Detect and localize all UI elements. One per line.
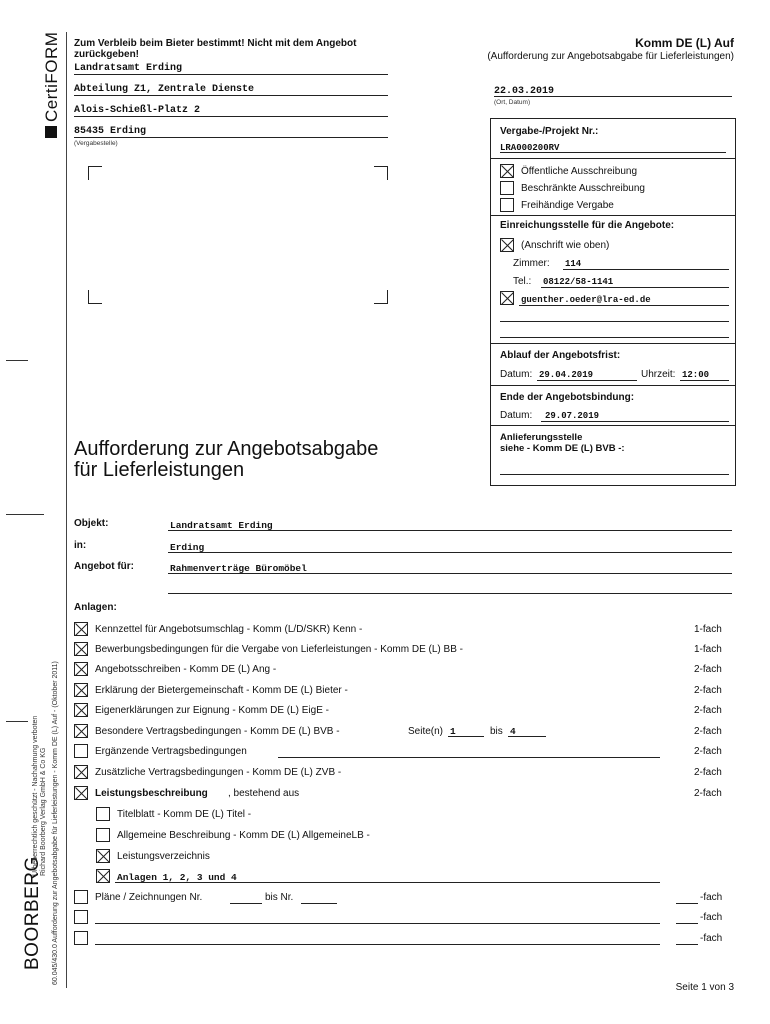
seiten-von-rule [448,736,484,737]
extra-1-fach: -fach [700,912,723,923]
bindung-datum: 29.07.2019 [545,411,600,421]
vergabe-rule [500,152,726,153]
checkbox-anlage-4[interactable] [74,683,88,697]
checkbox-anlage-8[interactable] [74,765,88,779]
zimmer-label: Zimmer: [513,258,550,269]
frist-datum-rule [537,380,637,381]
form-subtitle: (Aufforderung zur Angebotsabgabe für Lieferleistungen) [487,51,734,62]
anlage-3-label: Angebotsschreiben - Komm DE (L) Ang - [95,664,277,675]
date-value: 22.03.2019 [494,86,555,97]
zimmer-rule [563,269,729,270]
extra-1-fach-rule [676,923,698,924]
sub-4-label: Anlagen 1, 2, 3 und 4 [117,872,237,883]
extra-2-rule [95,944,660,945]
left-rule [66,32,67,988]
plaene-bis-rule [301,903,337,904]
liefer-label: Anlieferungsstelle [500,432,583,443]
bindung-datum-rule [541,421,729,422]
tel-value: 08122/58-1141 [543,277,614,287]
checkbox-anlage-2[interactable] [74,642,88,656]
window-corner-tl [88,166,102,180]
anlage-1-label: Kennzettel für Angebotsumschlag - Komm (L/D/SKR) Kenn - [95,624,363,635]
checkbox-email[interactable] [500,291,514,305]
plaene-fach-rule [676,903,698,904]
fold-mark-3 [6,721,28,722]
blank-rule-1 [500,321,729,322]
checkbox-anlage-5[interactable] [74,703,88,717]
liefer-rule [500,474,729,475]
objekt-value: Landratsamt Erding [170,520,273,531]
box-divider-2 [491,215,735,216]
email-rule [519,305,729,306]
address-caption: (Vergabestelle) [74,140,118,147]
anlage-6-label: Besondere Vertragsbedingungen - Komm DE (L) BVB - [95,726,340,737]
checkbox-extra-1[interactable] [74,910,88,924]
in-value: Erding [170,542,205,553]
window-corner-br [374,290,388,304]
seiten-von: 1 [450,726,456,737]
anlage-8-label: Zusätzliche Vertragsbedingungen - Komm DE (L) ZVB - [95,767,342,778]
checkbox-anlage-7[interactable] [74,744,88,758]
box-divider-1 [491,158,735,159]
anlagen-heading: Anlagen: [74,602,117,613]
seiten-bis-label: bis [490,726,503,737]
box-divider-4 [491,385,735,386]
angebot-label: Angebot für: [74,561,134,572]
einreichung-label: Einreichungsstelle für die Angebote: [500,220,675,231]
page-number: Seite 1 von 3 [675,982,734,993]
fold-mark-1 [6,360,28,361]
anlage-5-fach: 2-fach [694,705,722,716]
anlage-9-label: Leistungsbeschreibung [95,788,208,799]
opt-freihaendig: Freihändige Vergabe [521,200,614,211]
anlage-7-label: Ergänzende Vertragsbedingungen [95,746,247,757]
copyright-line-2: Richard Boorberg Verlag GmbH & Co KG [40,747,47,876]
checkbox-sub-1[interactable] [96,807,110,821]
checkbox-anlage-3[interactable] [74,662,88,676]
sub-3-label: Leistungsverzeichnis [117,851,210,862]
vergabe-label: Vergabe-/Projekt Nr.: [500,126,599,137]
anschrift-label: (Anschrift wie oben) [521,240,610,251]
frist-datum: 29.04.2019 [539,370,594,380]
anlage-2-fach: 1-fach [694,644,722,655]
plaene-fach: -fach [700,892,723,903]
window-corner-tr [374,166,388,180]
anlage-3-fach: 2-fach [694,664,722,675]
in-rule [168,552,732,553]
uhrzeit-rule [680,380,729,381]
opt-beschraenkt: Beschränkte Ausschreibung [521,183,645,194]
checkbox-anlage-1[interactable] [74,622,88,636]
anlage-6-fach: 2-fach [694,726,722,737]
anlage-5-label: Eigenerklärungen zur Eignung - Komm DE (L) EigE - [95,705,329,716]
checkbox-oeffentlich[interactable] [500,164,514,178]
checkbox-sub-2[interactable] [96,828,110,842]
anlage-7-rule [278,757,660,758]
tel-label: Tel.: [513,276,532,287]
copyright-line-1: Urheberrechtlich geschützt - Nachahmung verboten [32,715,39,876]
box-divider-5 [491,425,735,426]
form-code-side: 60.045/430.0 Aufforderung zur Angebotsabgabe für Lieferleistungen - Komm DE (L) Auf - (Oktober 2011) [52,661,59,985]
anlage-7-fach: 2-fach [694,746,722,757]
checkbox-anlage-6[interactable] [74,724,88,738]
extra-2-fach: -fach [700,933,723,944]
fold-mark-2 [6,514,44,515]
zimmer-value: 114 [565,259,582,269]
date-rule [494,96,732,97]
bestehend-aus: , bestehend aus [228,788,300,799]
bindung-datum-label: Datum: [500,410,533,421]
frist-label: Ablauf der Angebotsfrist: [500,350,621,361]
certiform-text: CertiFORM [42,31,61,122]
uhrzeit-value: 12:00 [682,370,710,380]
blank-rule-2 [500,337,729,338]
form-code: Komm DE (L) Auf [635,36,734,50]
checkbox-beschraenkt[interactable] [500,181,514,195]
address-rule-3 [74,116,388,117]
checkbox-freihaendig[interactable] [500,198,514,212]
anlage-4-label: Erklärung der Bietergemeinschaft - Komm DE (L) Bieter - [95,685,348,696]
verbleib-note: Zum Verbleib beim Bieter bestimmt! Nicht mit dem Angebot [74,38,357,49]
uhrzeit-label: Uhrzeit: [641,369,676,380]
tel-rule [541,287,729,288]
address-rule-4 [74,137,388,138]
plaene-bis-label: bis Nr. [265,892,294,903]
sub-2-label: Allgemeine Beschreibung - Komm DE (L) AllgemeineLB - [117,830,370,841]
address-line-2: Abteilung Z1, Zentrale Dienste [74,84,255,95]
objekt-rule [168,530,732,531]
address-rule-2 [74,95,388,96]
address-line-4: 85435 Erding [74,126,147,137]
plaene-label: Pläne / Zeichnungen Nr. [95,892,203,903]
anlage-1-fach: 1-fach [694,624,722,635]
extra-1-rule [95,923,660,924]
anlage-2-label: Bewerbungsbedingungen für die Vergabe von Lieferleistungen - Komm DE (L) BB - [95,644,463,655]
anlage-4-fach: 2-fach [694,685,722,696]
email-value: guenther.oeder@lra-ed.de [521,295,651,305]
checkbox-anschrift[interactable] [500,238,514,252]
date-caption: (Ort, Datum) [494,99,531,106]
address-line-1: Landratsamt Erding [74,63,183,74]
sub-4-rule [115,882,660,883]
vergabe-nr: LRA000200RV [500,143,560,153]
box-divider-3 [491,343,735,344]
checkbox-anlage-9[interactable] [74,786,88,800]
checkbox-sub-3[interactable] [96,849,110,863]
document-title-2: für Lieferleistungen [74,459,245,481]
frist-datum-label: Datum: [500,369,533,380]
angebot-rule-2 [168,593,732,594]
info-box [490,118,736,486]
address-rule-1 [74,74,388,75]
certiform-icon [45,126,57,138]
boorberg-logo: BOORBERG [22,856,43,970]
in-label: in: [74,540,87,551]
document-title-1: Aufforderung zur Angebotsabgabe [74,438,379,460]
anlage-8-fach: 2-fach [694,767,722,778]
plaene-nr-rule [230,903,262,904]
checkbox-extra-2[interactable] [74,931,88,945]
certiform-logo [42,31,61,140]
seiten-bis-rule [508,736,546,737]
sub-1-label: Titelblatt - Komm DE (L) Titel - [117,809,252,820]
checkbox-plaene[interactable] [74,890,88,904]
window-corner-bl [88,290,102,304]
extra-2-fach-rule [676,944,698,945]
bindung-label: Ende der Angebotsbindung: [500,392,635,403]
objekt-label: Objekt: [74,518,109,529]
opt-oeffentlich: Öffentliche Ausschreibung [521,166,638,177]
angebot-rule [168,573,732,574]
checkbox-sub-4[interactable] [96,869,110,883]
anlage-9-fach: 2-fach [694,788,722,799]
angebot-value: Rahmenverträge Büromöbel [170,563,307,574]
verbleib-note-2: zurückgeben! [74,49,140,60]
address-line-3: Alois-Schießl-Platz 2 [74,105,201,116]
liefer-value: siehe - Komm DE (L) BVB -: [500,443,625,454]
seiten-label: Seite(n) [408,726,444,737]
seiten-bis: 4 [510,726,516,737]
